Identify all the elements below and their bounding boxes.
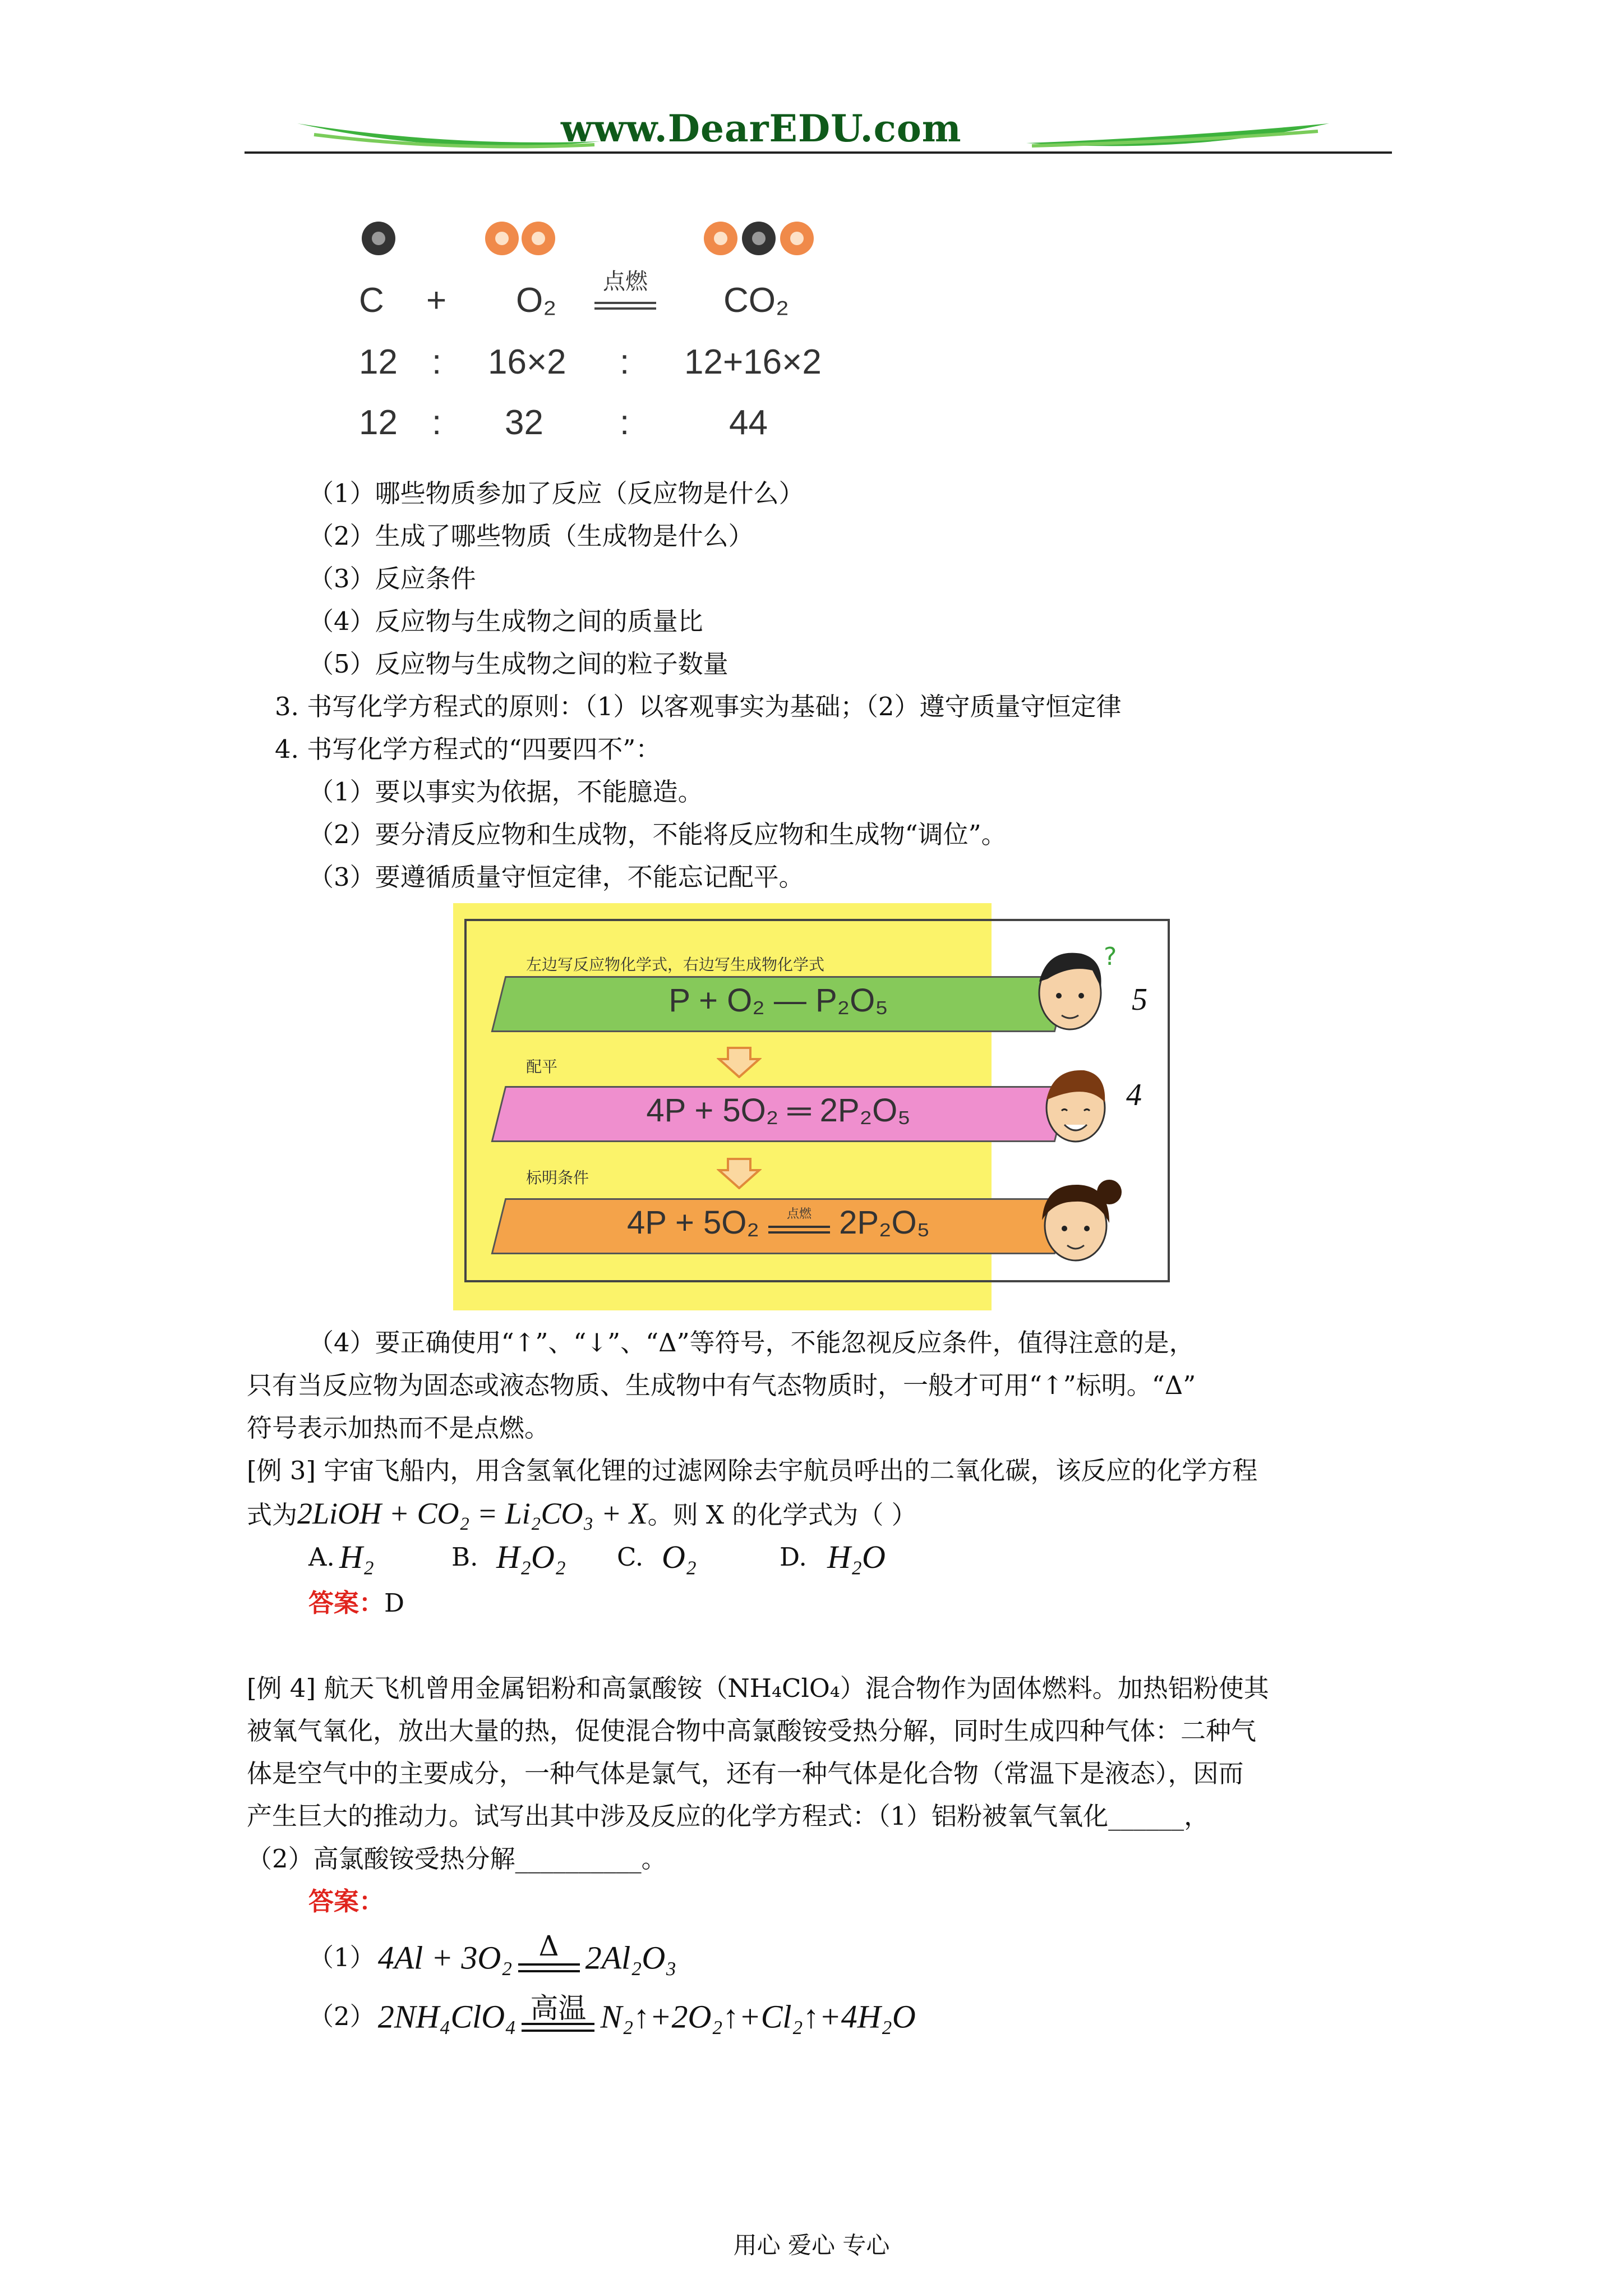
site-logo: www.DearEDU.com: [561, 107, 962, 150]
ratio-colon: :: [620, 343, 630, 381]
svg-text:?: ?: [1104, 942, 1117, 971]
point-3: 3. 书写化学方程式的原则：（1）以客观事实为基础；（2）遵守质量守恒定律: [275, 692, 1122, 721]
flow-equation-2: 4P + 5O₂ ═ 2P₂O₅: [646, 1092, 911, 1129]
balancing-flow-diagram: [453, 903, 1178, 1310]
reaction-figure: [314, 208, 864, 454]
header-swoosh-right: [1021, 112, 1335, 151]
down-arrow-icon: [717, 1047, 762, 1078]
rule-4-line: 只有当反应物为固态或液态物质、生成物中有气态物质时，一般才可用“↑”标明。“Δ”: [247, 1370, 1196, 1400]
ratio-colon: :: [432, 343, 442, 381]
mass-c: 12: [359, 403, 398, 442]
page-footer: 用心 爱心 专心: [733, 2231, 890, 2259]
meaning-item: （3）反应条件: [308, 564, 476, 593]
meaning-item: （1）哪些物质参加了反应（反应物是什么）: [308, 478, 804, 508]
rule-item: （1）要以事实为依据，不能臆造。: [308, 777, 703, 807]
ratio-co2: 12+16×2: [684, 343, 822, 381]
flow-eq3-condition: 点燃: [768, 1207, 830, 1234]
flow-eq3-right: 2P₂O₅: [839, 1204, 930, 1241]
example-4-line: 体是空气中的主要成分，一种气体是氯气，还有一种气体是化合物（常温下是液态），因而: [247, 1759, 1244, 1788]
carbon-dioxide-molecule-icon: [701, 219, 819, 258]
ratio-c: 12: [359, 343, 398, 381]
count-number: 5: [1132, 982, 1147, 1017]
rule-item: （3）要遵循质量守恒定律，不能忘记配平。: [308, 862, 804, 892]
rule-item: （2）要分清反应物和生成物，不能将反应物和生成物“调位”。: [308, 820, 1007, 849]
mass-o2: 32: [505, 403, 543, 442]
condition-ignite: 点燃: [603, 269, 648, 295]
option-a-formula: H₂: [339, 1539, 375, 1575]
flow-caption-2: 配平: [526, 1058, 558, 1075]
equals-bar: [594, 302, 656, 304]
heat-condition: Δ: [515, 1930, 583, 1986]
flow-equation-3: [453, 1204, 1104, 1241]
example-3-equation: 2LiOH + CO₂ = Li₂CO₃ + X: [297, 1497, 648, 1530]
answer-3: 答案：D: [308, 1588, 405, 1618]
flow-caption-1: 左边写反应物化学式，右边写生成物化学式: [526, 956, 825, 973]
rule-4-line: 符号表示加热而不是点燃。: [247, 1413, 550, 1443]
meaning-item: （5）反应物与生成物之间的粒子数量: [308, 649, 728, 679]
answer-4-eq2: （2） 2NH₄ClO₄ 高温 N₂↑+2O₂↑+Cl₂↑+4H₂O: [308, 1986, 916, 2053]
header-rule: [245, 151, 1392, 154]
option-b-formula: H₂O₂: [496, 1539, 566, 1575]
mass-colon: :: [432, 403, 442, 442]
plus-sign: +: [426, 281, 447, 320]
meaning-item: （2）生成了哪些物质（生成物是什么）: [308, 521, 754, 551]
answer-4-label: 答案：: [308, 1887, 385, 1916]
answer-4-eq1: （1） 4Al + 3O₂ Δ 2Al₂O₃: [308, 1930, 676, 1991]
count-number: 4: [1126, 1078, 1142, 1112]
example-3-line2: 式为2LiOH + CO₂ = Li₂CO₃ + X。则 X 的化学式为（ ）: [247, 1497, 917, 1530]
option-a-label: A.: [308, 1542, 335, 1572]
product-co2: CO₂: [723, 281, 790, 320]
flow-caption-3: 标明条件: [526, 1169, 589, 1186]
carbon-atom-icon: [359, 219, 398, 258]
example-4-line: 产生巨大的推动力。试写出其中涉及反应的化学方程式：（1）铝粉被氧气氧化______，: [247, 1801, 1210, 1831]
ratio-o2: 16×2: [488, 343, 566, 381]
option-d-formula: H₂O: [827, 1539, 886, 1575]
option-b-label: B.: [451, 1542, 478, 1572]
boy-smiling-icon: [1031, 1055, 1132, 1156]
example-4-line: （2）高氯酸铵受热分解__________。: [247, 1844, 667, 1874]
example-3-line: [例 3] 宇宙飞船内，用含氢氧化锂的过滤网除去宇航员呼出的二氧化碳，该反应的化学方程: [247, 1456, 1258, 1485]
example-4-line: 被氧气氧化，放出大量的热，促使混合物中高氯酸铵受热分解，同时生成四种气体：二种气: [247, 1716, 1257, 1746]
meaning-item: （4）反应物与生成物之间的质量比: [308, 606, 703, 636]
mass-co2: 44: [729, 403, 768, 442]
flow-equation-1: P + O₂ — P₂O₅: [668, 982, 888, 1019]
option-c-label: C.: [617, 1542, 644, 1572]
reactant-o2: O₂: [516, 281, 557, 320]
example-4-line: [例 4] 航天飞机曾用金属铝粉和高氯酸铵（NH₄ClO₄）混合物作为固体燃料。加热铝粉使其: [247, 1673, 1269, 1703]
header-swoosh-left: [292, 112, 606, 151]
rule-4-line: （4）要正确使用“↑”、“↓”、“Δ”等符号，不能忽视反应条件，值得注意的是，: [308, 1328, 1195, 1358]
boy-thinking-icon: [1025, 937, 1137, 1043]
point-4: 4. 书写化学方程式的“四要四不”：: [275, 734, 661, 764]
option-d-label: D.: [780, 1542, 807, 1572]
high-temp-condition: 高温: [519, 1986, 597, 2047]
oxygen-molecule-icon: [482, 219, 561, 258]
mass-colon: :: [620, 403, 630, 442]
option-c-formula: O₂: [662, 1539, 697, 1575]
girl-icon: [1025, 1167, 1137, 1273]
down-arrow-icon: [717, 1158, 762, 1189]
reactant-c: C: [359, 281, 384, 320]
flow-eq3-left: 4P + 5O₂: [626, 1204, 759, 1241]
